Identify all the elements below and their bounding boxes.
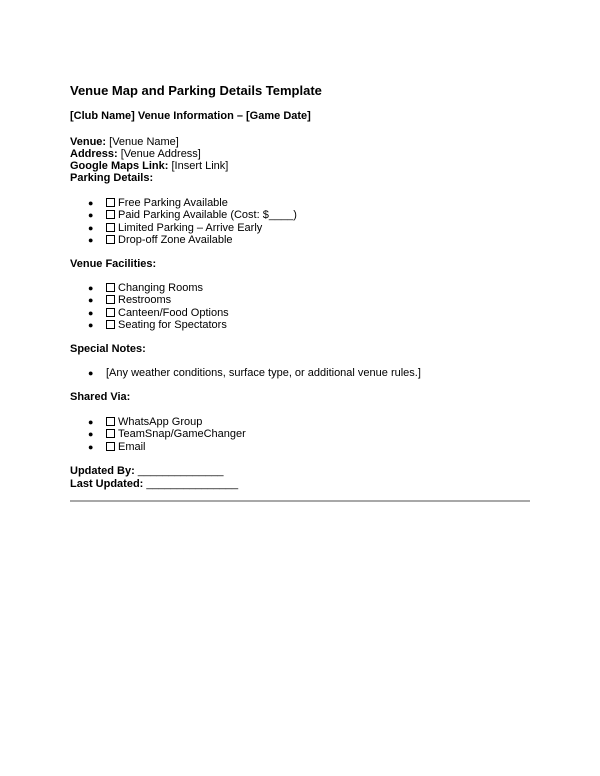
bullet: ● [88,222,94,233]
checkbox-icon [106,198,115,207]
bullet: ● [88,283,94,293]
venue-label: Venue: [70,136,107,148]
address-field [70,148,201,160]
document-subtitle: [Club Name] Venue Information – [Game Date] [70,110,311,122]
notes-heading: Special Notes: [70,343,146,355]
checkbox-icon [106,295,115,304]
note-item-text: [Any weather conditions, surface type, or additional venue rules.] [106,367,421,379]
parking-item-text: Free Parking Available [118,197,228,209]
updated-by-field [70,465,224,477]
bullet: ● [88,320,94,331]
checkbox-icon [106,223,115,232]
checkbox-icon [106,417,115,426]
checkbox-icon [106,320,115,329]
shared-item-text: TeamSnap/GameChanger [118,428,246,441]
shared-item-text: Email [118,440,146,453]
shared-item-text: WhatsApp Group [118,416,203,428]
bullet: ● [88,429,94,440]
facility-item-text: Canteen/Food Options [118,306,229,319]
shared-via-heading: Shared Via: [70,391,131,403]
last-updated-field [70,478,238,490]
parking-item-text: Drop-off Zone Available [118,234,233,247]
bullet: ● [88,198,94,208]
venue-field [70,136,179,148]
checkbox-icon [106,235,115,244]
bullet: ● [88,368,94,378]
bullet: ● [88,295,94,306]
checkbox-icon [106,283,115,292]
facilities-heading: Venue Facilities: [70,258,157,270]
updated-by-value: ______________ [137,465,224,477]
bullet: ● [88,441,94,452]
checkbox-icon [106,429,115,438]
last-updated-label: Last Updated: [70,478,144,490]
horizontal-divider [70,500,530,502]
bullet: ● [88,307,94,318]
facility-item-text: Seating for Spectators [118,319,227,332]
bullet: ● [88,210,94,221]
facility-item-text: Changing Rooms [118,282,203,294]
venue-value: [Venue Name] [109,136,179,148]
bullet: ● [88,235,94,246]
bullet: ● [88,417,94,427]
checkbox-icon [106,210,115,219]
facility-item-text: Restrooms [118,294,172,307]
parking-item-text: Limited Parking – Arrive Early [118,221,263,234]
document-title: Venue Map and Parking Details Template [70,83,322,98]
last-updated-value: _______________ [146,478,239,490]
parking-heading: Parking Details: [70,172,154,184]
maps-link-field [70,160,228,172]
checkbox-icon [106,308,115,317]
updated-by-label: Updated By: [70,465,135,477]
maps-link-label: Google Maps Link: [70,160,169,172]
address-value: [Venue Address] [120,148,201,160]
maps-link-value: [Insert Link] [171,160,229,172]
checkbox-icon [106,442,115,451]
parking-item-text: Paid Parking Available (Cost: $____) [118,209,297,222]
address-label: Address: [70,148,118,160]
